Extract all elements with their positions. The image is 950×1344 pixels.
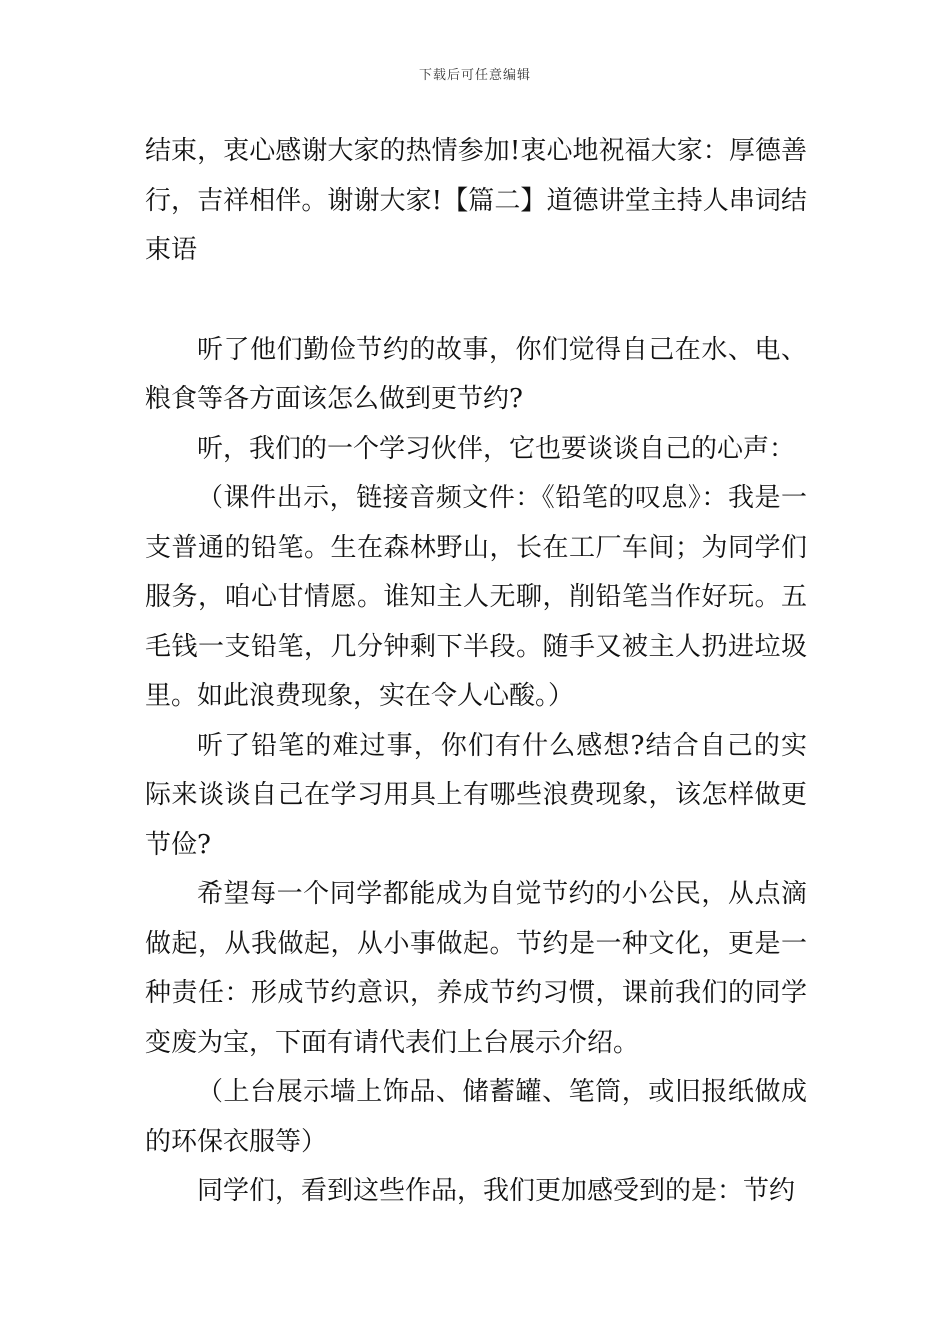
page-header: 下载后可任意编辑 xyxy=(418,68,531,83)
paragraph-ending: 结束，衷心感谢大家的热情参加!衷心地祝福大家：厚德善行，吉祥相伴。谢谢大家!【篇二】道德讲堂主持人串词结束语 xyxy=(145,136,807,265)
paragraph-gap xyxy=(145,276,807,326)
paragraph-pencil-reflection: 听了铅笔的难过事，你们有什么感想?结合自己的实际来谈谈自己在学习用具上有哪些浪费现象，该怎样做更节俭? xyxy=(145,730,807,860)
paragraph-display: （上台展示墙上饰品、储蓄罐、笔筒，或旧报纸做成的环保衣服等） xyxy=(145,1077,807,1157)
paragraph-hope: 希望每一个同学都能成为自觉节约的小公民，从点滴做起，从我做起，从小事做起。节约是一种文化，更是一种责任：形成节约意识，养成节约习惯，课前我们的同学变废为宝，下面有请代表们上台展示介绍。 xyxy=(145,879,807,1058)
paragraph-partner-voice: 听，我们的一个学习伙伴，它也要谈谈自己的心声： xyxy=(197,433,796,464)
paragraph-pencil-sigh: （课件出示，链接音频文件：《铅笔的叹息》：我是一支普通的铅笔。生在森林野山，长在工厂车间；为同学们服务，咱心甘情愿。谁知主人无聊，削铅笔当作好玩。五毛钱一支铅笔，几分钟剩下半段。随手又被主人扔进垃圾里。如此浪费现象，实在令人心酸。） xyxy=(145,483,807,711)
paragraph-works: 同学们，看到这些作品，我们更加感受到的是：节约 xyxy=(197,1176,796,1206)
document-body xyxy=(145,127,807,1217)
paragraph-story-question: 听了他们勤俭节约的故事，你们觉得自己在水、电、粮食等各方面该怎么做到更节约? xyxy=(145,334,807,414)
